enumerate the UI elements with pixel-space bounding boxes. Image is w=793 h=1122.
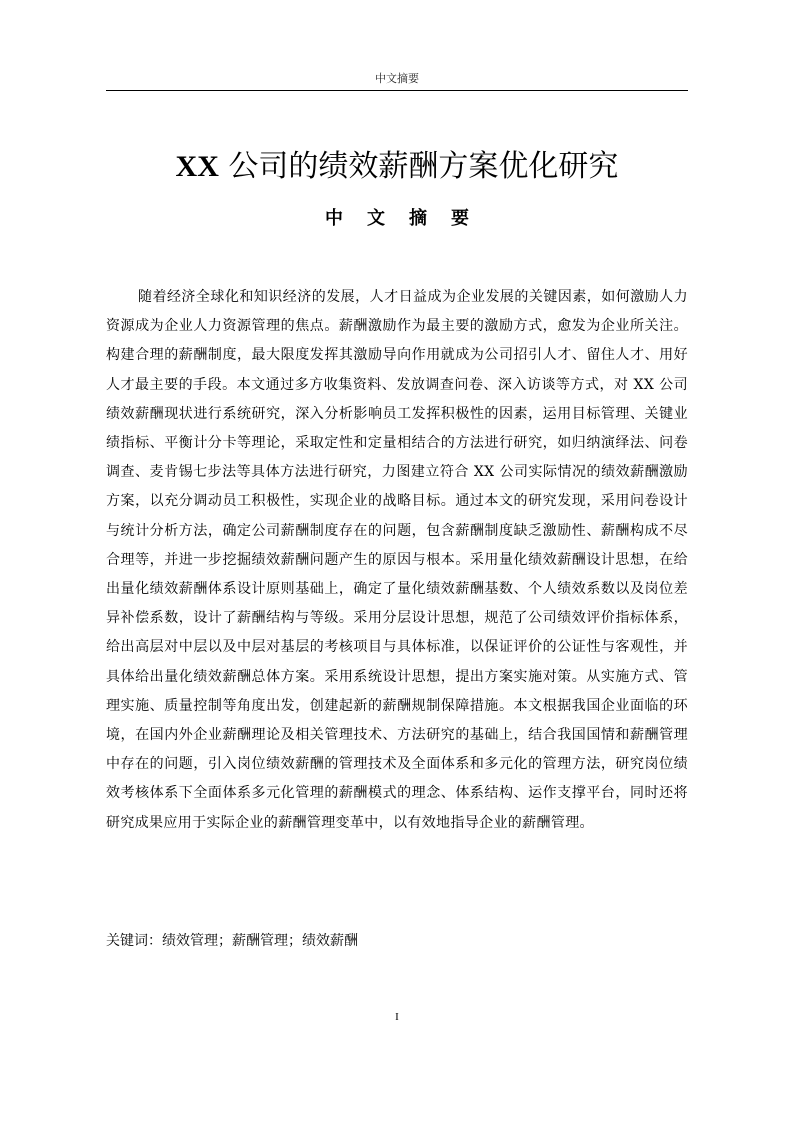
- document-title: [106, 145, 688, 189]
- section-heading: 中文摘要: [325, 208, 493, 229]
- header-rule: [106, 90, 688, 91]
- keywords-line: 关键词：绩效管理；薪酬管理；绩效薪酬: [106, 933, 358, 949]
- abstract-paragraph: 随着经济全球化和知识经济的发展，人才日益成为企业发展的关键因素，如何激励人力资源成为企业人力资源管理的焦点。薪酬激励作为最主要的激励方式，愈发为企业所关注。构建合理的薪酬制度，最大限度发挥其激励导向作用就成为公司招引人才、留住人才、用好人才最主要的手段。本文通过多方收集资料、发放调查问卷、深入访谈等方式，对 XX 公司绩效薪酬现状进行系统研究，深入分析影响员工发挥积极性的因素，运用目标管理、关键业绩指标、平衡计分卡等理论，采取定性和定量相结合的方法进行研究，如归纳演绎法、问卷调查、麦肯锡七步法等具体方法进行研究，力图建立符合 XX 公司实际情况的绩效薪酬激励方案，以充分调动员工积极性，实现企业的战略目标。通过本文的研究发现，采用问卷设计与统计分析方法，确定公司薪酬制度存在的问题，包含薪酬制度缺乏激励性、薪酬构成不尽合理等，并进一步挖掘绩效薪酬问题产生的原因与根本。采用量化绩效薪酬设计思想，在给出量化绩效薪酬体系设计原则基础上，确定了量化绩效薪酬基数、个人绩效系数以及岗位差异补偿系数，设计了薪酬结构与等级。采用分层设计思想，规范了公司绩效评价指标体系，给出高层对中层以及中层对基层的考核项目与具体标准，以保证评价的公证性与客观性，并具体给出量化绩效薪酬总体方案。采用系统设计思想，提出方案实施对策。从实施方式、管理实施、质量控制等角度出发，创建起新的薪酬规制保障措施。本文根据我国企业面临的环境，在国内外企业薪酬理论及相关管理技术、方法研究的基础上，结合我国国情和薪酬管理中存在的问题，引入岗位绩效薪酬的管理技术及全面体系和多元化的管理方法，研究岗位绩效考核体系下全面体系多元化管理的薪酬模式的理念、体系结构、运作支撑平台，同时还将研究成果应用于实际企业的薪酬管理变革中，以有效地指导企业的薪酬管理。: [106, 289, 689, 831]
- running-header: 中文摘要: [375, 72, 419, 85]
- page-number: I: [395, 1011, 399, 1023]
- title-latin-prefix: XX: [175, 150, 219, 183]
- title-main: 公司的绩效薪酬方案优化研究: [218, 149, 619, 184]
